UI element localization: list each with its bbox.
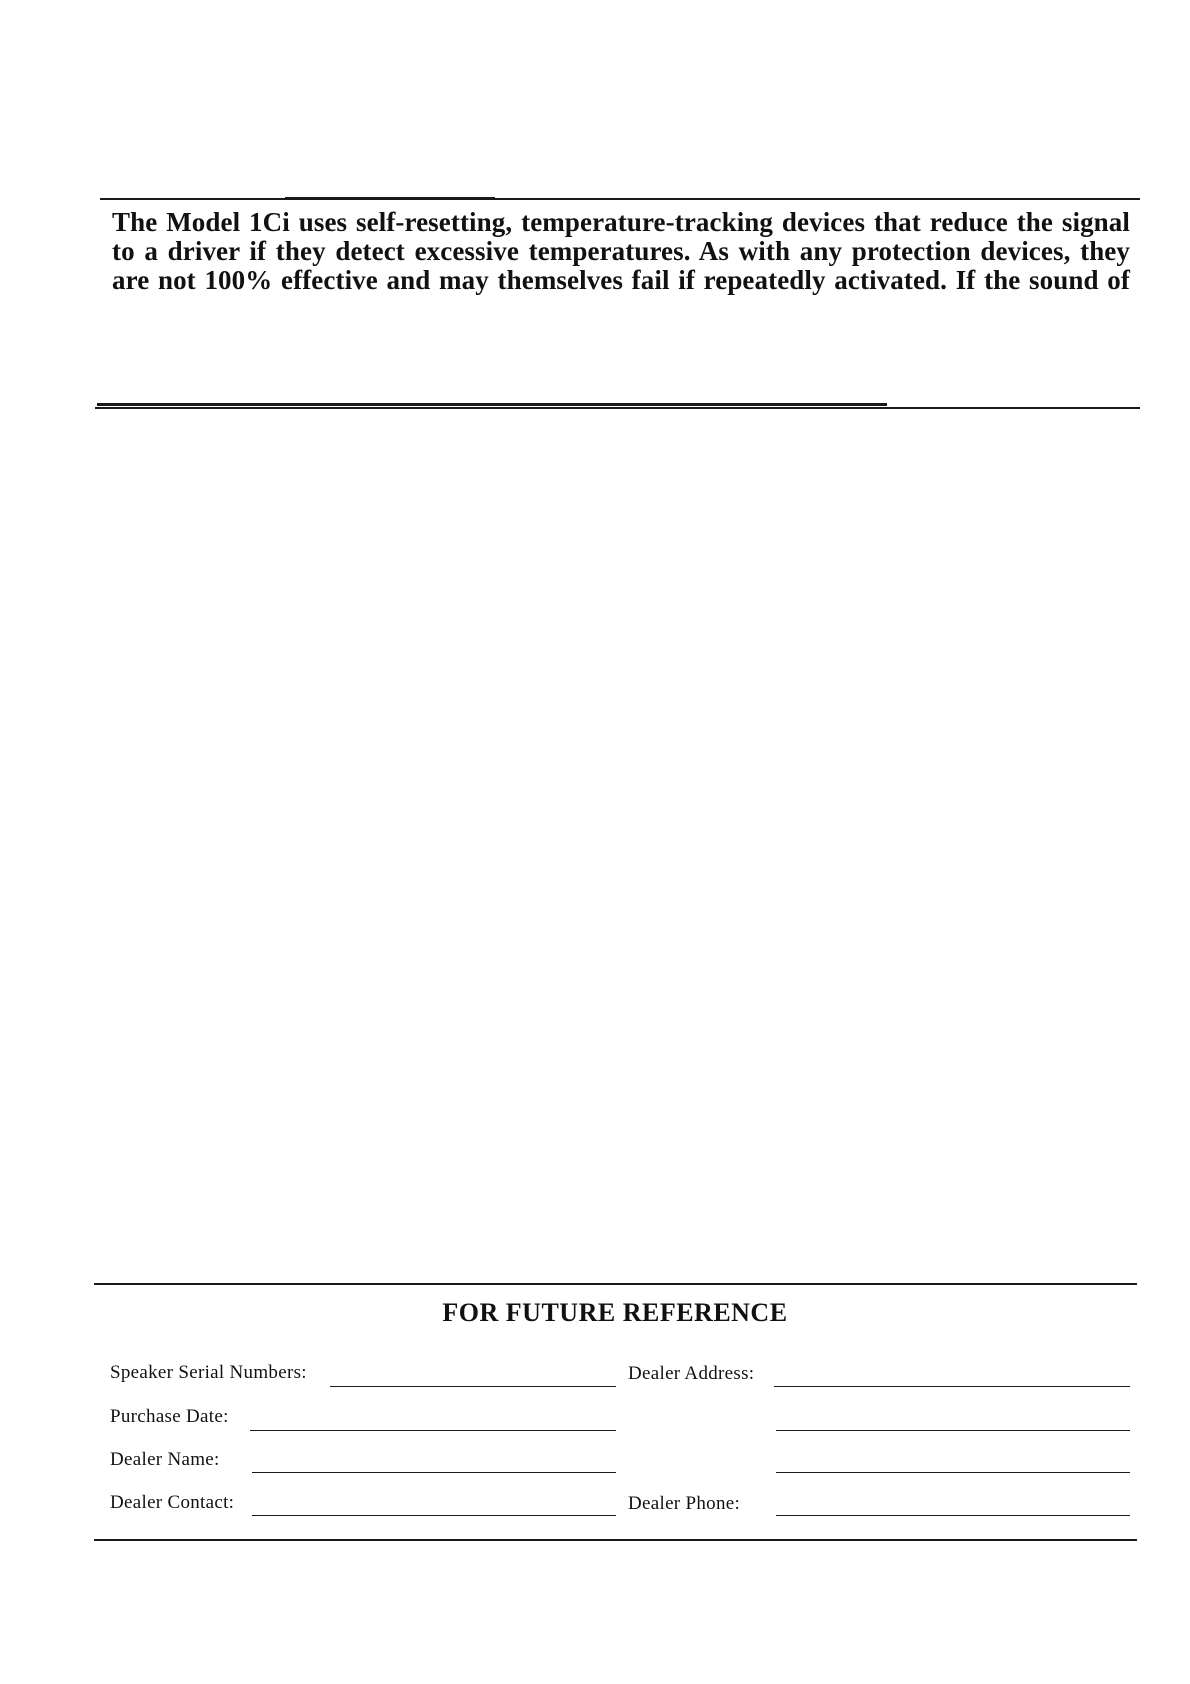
- serial-numbers-label: Speaker Serial Numbers:: [110, 1362, 307, 1383]
- dealer-address-field-line-3[interactable]: [776, 1472, 1130, 1473]
- notice-bottom-rule: [95, 407, 1140, 409]
- dealer-contact-label: Dealer Contact:: [110, 1492, 235, 1513]
- protection-notice: [112, 208, 1130, 295]
- notice-top-rule-accent: [285, 197, 495, 200]
- dealer-contact-field[interactable]: [252, 1515, 616, 1516]
- dealer-name-label: Dealer Name:: [110, 1449, 220, 1470]
- dealer-name-field[interactable]: [252, 1472, 616, 1473]
- purchase-date-label: Purchase Date:: [110, 1406, 229, 1427]
- notice-line-2: to a driver if they detect excessive temperatures. As with any protection devices, they: [112, 236, 1130, 266]
- dealer-address-label: Dealer Address:: [628, 1363, 755, 1384]
- serial-numbers-field[interactable]: [330, 1386, 616, 1387]
- dealer-address-field-line-2[interactable]: [776, 1430, 1130, 1431]
- notice-top-rule: [100, 198, 1140, 200]
- dealer-phone-field[interactable]: [776, 1515, 1130, 1516]
- reference-top-rule: [94, 1283, 1137, 1285]
- reference-title: FOR FUTURE REFERENCE: [442, 1298, 788, 1327]
- reference-bottom-rule: [94, 1539, 1137, 1541]
- dealer-address-field-line-1[interactable]: [774, 1386, 1130, 1387]
- purchase-date-field[interactable]: [250, 1430, 616, 1431]
- notice-line-3: are not 100% effective and may themselves fail if repeatedly activated. If the sound of: [112, 265, 1130, 295]
- notice-bottom-rule-accent: [97, 403, 887, 406]
- dealer-phone-label: Dealer Phone:: [628, 1493, 741, 1514]
- notice-line-1: The Model 1Ci uses self-resetting, temperature-tracking devices that reduce the signal: [112, 207, 1130, 237]
